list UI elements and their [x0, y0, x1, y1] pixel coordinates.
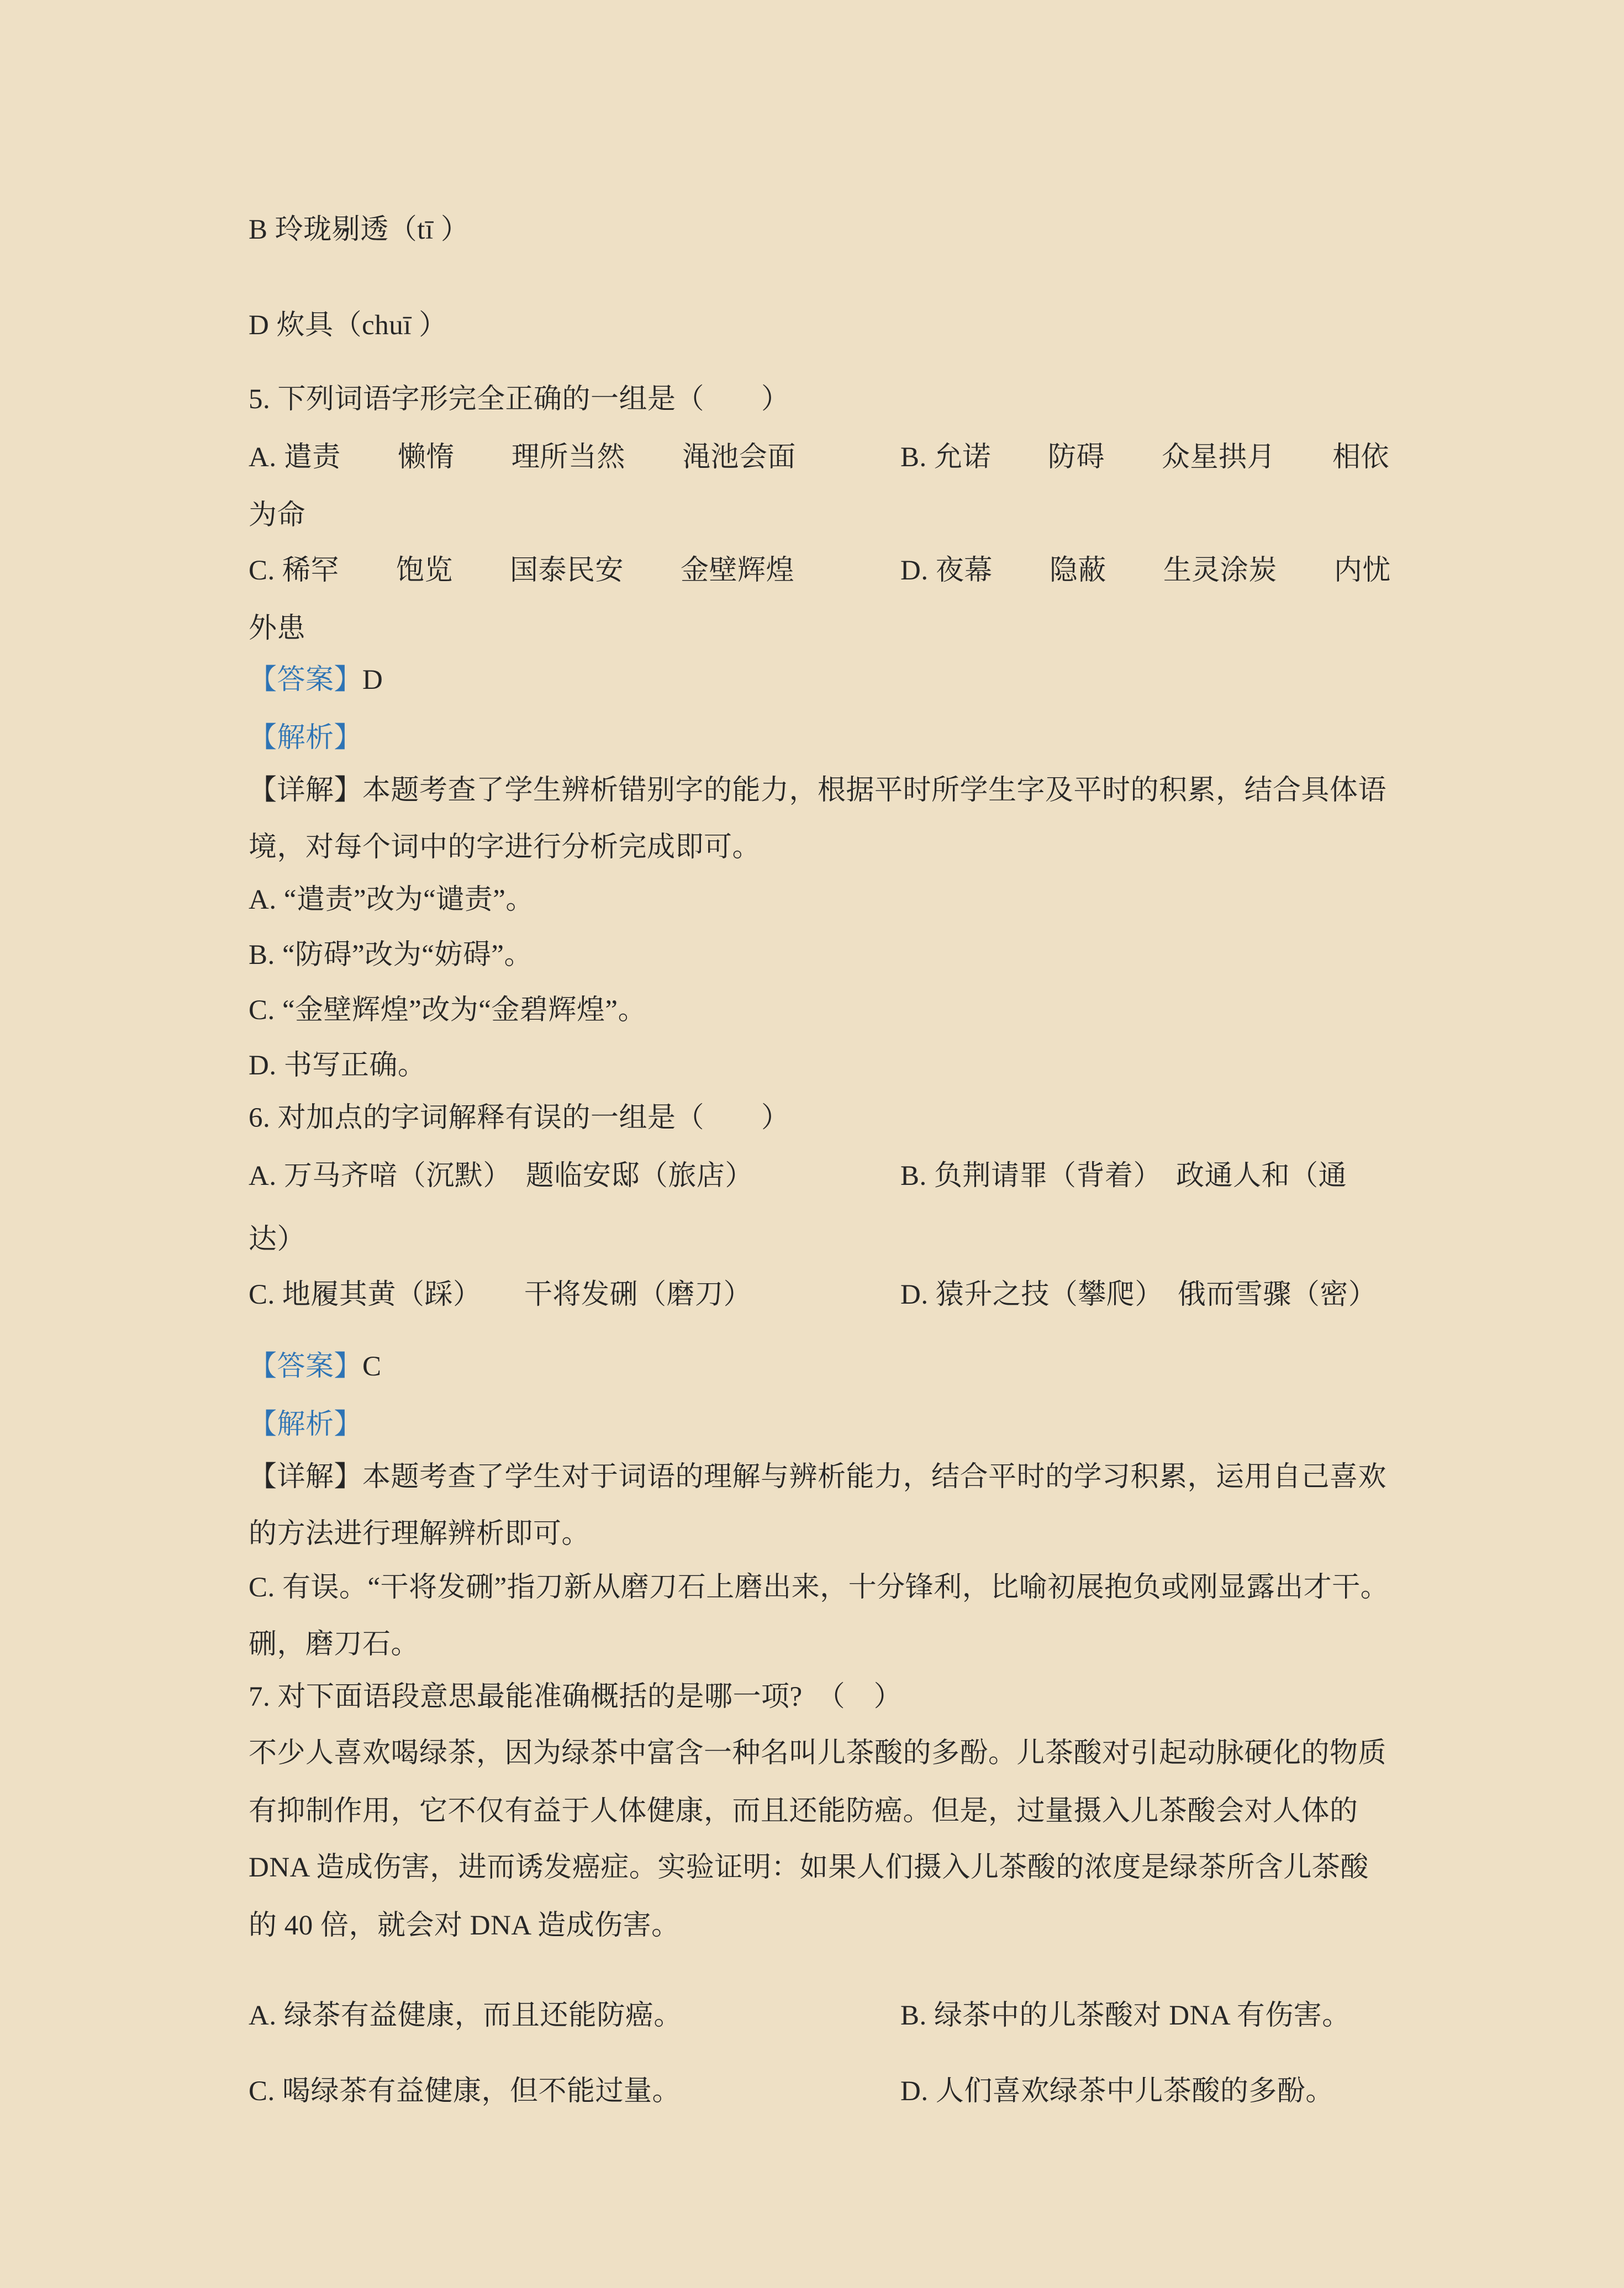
q5-option-d-cont	[249, 611, 305, 647]
text-segment: 【详解】本题考查了学生对于词语的理解与辨析能力，结合平时的学习积累，运用自己喜欢	[249, 1462, 1387, 1493]
emphasized-char: 剔 •	[332, 213, 361, 248]
q6-analysis-label	[249, 1407, 362, 1443]
q5-explanation-line1	[249, 773, 1386, 809]
q5-explanation-d	[249, 1048, 426, 1084]
q6-explanation-line2	[249, 1517, 590, 1552]
text-segment: D. 夜幕 隐蔽 生灵涂炭 内忧	[900, 555, 1391, 586]
q7-passage-line4	[249, 1909, 680, 1944]
text-segment: 不少人喜欢喝绿茶，因为绿茶中富含一种名叫儿茶酸的多酚。儿茶酸对引起动脉硬化的物质	[249, 1738, 1387, 1769]
q6-option-c	[249, 1278, 752, 1313]
text-segment: A. 绿茶有益健康，而且还能防癌。	[249, 2000, 682, 2031]
text-segment: B. 允诺 防碍 众星拱月 相依	[900, 442, 1390, 473]
text-segment: 人和（通	[1233, 1161, 1347, 1192]
text-segment: （沉默） 题临安	[397, 1161, 611, 1192]
q5-option-d	[900, 553, 1391, 589]
q5-title	[249, 382, 790, 418]
text-segment: C. 地	[249, 1279, 311, 1310]
emphasized-char: 升 •	[964, 1278, 993, 1313]
text-segment: C. 有误。“干将发硎”指刀新从磨刀石上磨出来，十分锋利，比喻初展抱负或刚显露出才干。	[249, 1572, 1389, 1603]
text-segment: C. “金壁辉煌”改为“金碧辉煌”。	[249, 995, 647, 1026]
emphasized-char: 炊 •	[277, 308, 305, 344]
text-segment: D. 人们喜欢绿茶中儿茶酸的多酚。	[900, 2076, 1334, 2107]
q4-option-d	[249, 308, 447, 344]
q5-option-b-cont	[249, 498, 305, 534]
text-segment: 硎，磨刀石。	[249, 1629, 420, 1660]
emphasized-char: 负 •	[934, 1159, 963, 1194]
label-segment: 【答案】	[249, 1351, 363, 1382]
text-segment: 7. 对下面语段意思最能准确概括的是哪一项? （ ）	[249, 1681, 903, 1712]
q5-option-a	[249, 440, 796, 476]
q5-explanation-b	[249, 938, 532, 973]
text-segment: A. 万马齐	[249, 1161, 370, 1192]
text-segment: 其黄（踩） 干将发	[339, 1279, 610, 1310]
text-segment: （旅店）	[639, 1161, 753, 1192]
label-segment: 【解析】	[249, 1409, 363, 1440]
text-segment: 的 40 倍，就会对 DNA 造成伤害。	[249, 1910, 680, 1941]
q7-title	[249, 1680, 902, 1715]
text-segment: B. 绿茶中的儿茶酸对 DNA 有伤害。	[900, 2000, 1351, 2031]
q6-answer	[249, 1349, 382, 1385]
text-segment: C. 喝绿茶有益健康，但不能过量。	[249, 2076, 681, 2107]
text-segment: 之技（攀爬） 俄而雪	[992, 1279, 1263, 1310]
text-segment: （密）	[1291, 1279, 1377, 1310]
emphasized-char: 喑 •	[369, 1159, 398, 1194]
q6-option-d	[900, 1278, 1377, 1313]
q5-explanation-line2	[249, 830, 761, 866]
q7-passage-line3	[249, 1851, 1369, 1886]
q6-explanation-c-line1	[249, 1570, 1389, 1606]
q6-option-b	[900, 1159, 1347, 1194]
q6-title	[249, 1101, 790, 1136]
text-segment: D	[362, 665, 383, 695]
q5-answer	[249, 663, 383, 698]
q5-analysis-label	[249, 721, 362, 756]
emphasized-char: 履 •	[311, 1278, 340, 1313]
text-segment: B 玲珑	[249, 214, 332, 245]
text-segment: C	[362, 1351, 382, 1382]
text-segment: 为命	[249, 500, 306, 531]
text-segment: 有抑制作用，它不仅有益于人体健康，而且还能防癌。但是，过量摄入儿茶酸会对人体的	[249, 1796, 1358, 1827]
text-segment: 荆请罪（背着） 政	[962, 1161, 1205, 1192]
emphasized-char: 骤 •	[1263, 1278, 1291, 1313]
text-segment: 的方法进行理解辨析即可。	[249, 1519, 590, 1549]
text-segment: D	[249, 310, 277, 341]
q5-explanation-a	[249, 883, 534, 918]
text-segment: B. “防碍”改为“妨碍”。	[249, 940, 533, 971]
q6-explanation-c-line2	[249, 1627, 419, 1663]
text-segment: D. 猿	[900, 1279, 964, 1310]
label-segment: 【解析】	[249, 723, 363, 753]
text-segment: A. “遣责”改为“谴责”。	[249, 884, 534, 915]
text-segment: 5. 下列词语字形完全正确的一组是（ ）	[249, 384, 790, 415]
text-segment: 外患	[249, 613, 306, 644]
text-segment: 【详解】本题考查了学生辨析错别字的能力，根据平时所学生字及平时的积累，结合具体语	[249, 775, 1387, 806]
q7-option-c	[249, 2074, 681, 2110]
text-segment: 境，对每个词中的字进行分析完成即可。	[249, 832, 761, 863]
text-segment: 达）	[249, 1224, 306, 1255]
q5-explanation-c	[249, 993, 646, 1029]
text-segment: 6. 对加点的字词解释有误的一组是（ ）	[249, 1103, 790, 1134]
text-segment: D. 书写正确。	[249, 1050, 426, 1081]
text-segment: DNA 造成伤害，进而诱发癌症。实验证明：如果人们摄入儿茶酸的浓度是绿茶所含儿茶酸	[249, 1852, 1369, 1883]
text-segment: 透（tī ）	[360, 214, 470, 245]
text-segment: （磨刀）	[638, 1279, 752, 1310]
q5-option-b	[900, 440, 1389, 476]
emphasized-char: 硎 •	[610, 1278, 639, 1313]
q7-option-d	[900, 2074, 1334, 2110]
q6-option-b-cont	[249, 1222, 305, 1258]
q5-option-c	[249, 553, 794, 589]
q7-passage-line1	[249, 1736, 1386, 1772]
q7-passage-line2	[249, 1794, 1358, 1830]
q7-option-b	[900, 1999, 1351, 2034]
text-segment: 具（chuī ）	[305, 310, 447, 341]
emphasized-char: 通 •	[1205, 1159, 1233, 1194]
label-segment: 【答案】	[249, 665, 363, 695]
q7-option-a	[249, 1999, 682, 2034]
q6-option-a	[249, 1159, 753, 1194]
text-segment: C. 稀罕 饱览 国泰民安 金壁辉煌	[249, 555, 795, 586]
text-segment: A. 遣责 懒惰 理所当然 渑池会面	[249, 442, 796, 473]
q6-explanation-line1	[249, 1460, 1386, 1495]
q4-option-b	[249, 213, 469, 248]
emphasized-char: 邸 •	[611, 1159, 640, 1194]
text-segment: B.	[900, 1161, 935, 1192]
